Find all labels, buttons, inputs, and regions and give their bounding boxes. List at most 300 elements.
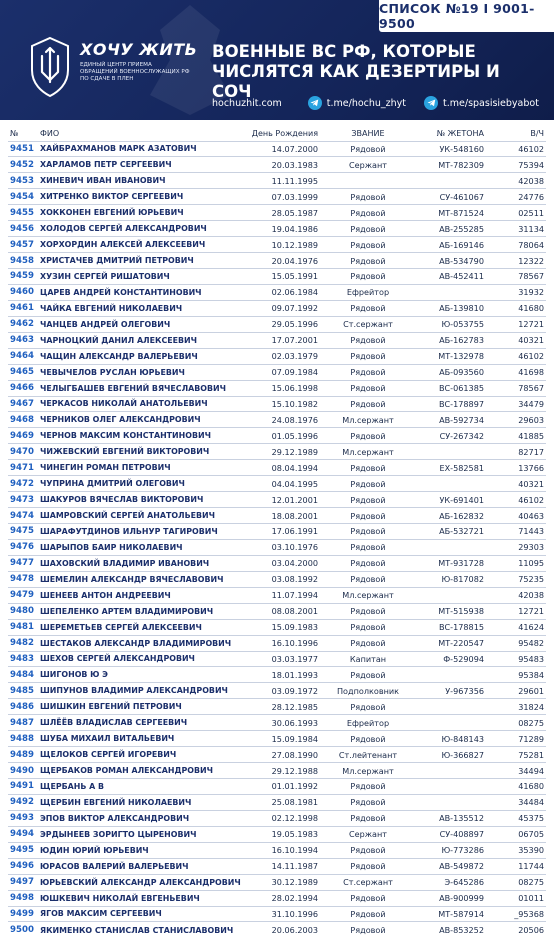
row-birthdate: 28.02.1994: [236, 890, 328, 906]
row-military-unit: 20506: [490, 922, 546, 938]
row-rank: Капитан: [328, 651, 408, 667]
row-birthdate: 24.08.1976: [236, 412, 328, 428]
row-number: 9475: [8, 524, 38, 540]
row-rank: Рядовой: [328, 922, 408, 938]
row-number: 9478: [8, 571, 38, 587]
row-birthdate: 15.10.1982: [236, 396, 328, 412]
row-rank: Ст.сержант: [328, 316, 408, 332]
page-header: [0, 0, 554, 120]
row-full-name: ЦАРЕВ АНДРЕЙ КОНСТАНТИНОВИЧ: [38, 284, 236, 300]
column-header-rank: ЗВАНИЕ: [351, 128, 385, 138]
row-number: 9498: [8, 890, 38, 906]
row-full-name: ШЕХОВ СЕРГЕЙ АЛЕКСАНДРОВИЧ: [38, 651, 236, 667]
row-rank: Рядовой: [328, 364, 408, 380]
row-token: УК-691401: [408, 492, 490, 508]
row-rank: Рядовой: [328, 731, 408, 747]
row-full-name: ЭРДЫНЕЕВ ЗОРИГТО ЦЫРЕНОВИЧ: [38, 826, 236, 842]
table-row: [8, 492, 546, 508]
row-rank: Рядовой: [328, 300, 408, 316]
row-rank: Рядовой: [328, 699, 408, 715]
row-rank: Рядовой: [328, 524, 408, 540]
table-row: [8, 810, 546, 826]
row-rank: Рядовой: [328, 332, 408, 348]
row-token: [408, 715, 490, 731]
table-row: [8, 794, 546, 810]
row-token: УК-548160: [408, 141, 490, 157]
row-number: 9488: [8, 731, 38, 747]
table-row: [8, 157, 546, 173]
row-military-unit: 34479: [490, 396, 546, 412]
logo-subtitle: ЕДИНЫЙ ЦЕНТР ПРИЕМА ОБРАЩЕНИЙ ВОЕННОСЛУЖАЩИХ РФ ПО СДАЧЕ В ПЛЕН: [80, 62, 190, 82]
row-number: 9499: [8, 906, 38, 922]
row-full-name: ШИПУНОВ ВЛАДИМИР АЛЕКСАНДРОВИЧ: [38, 683, 236, 699]
row-birthdate: 28.12.1985: [236, 699, 328, 715]
row-full-name: ХОРХОРДИН АЛЕКСЕЙ АЛЕКСЕЕВИЧ: [38, 237, 236, 253]
row-full-name: ХАРЛАМОВ ПЕТР СЕРГЕЕВИЧ: [38, 157, 236, 173]
row-birthdate: 30.06.1993: [236, 715, 328, 731]
row-number: 9468: [8, 412, 38, 428]
row-military-unit: 46102: [490, 492, 546, 508]
row-full-name: ШЕМЕЛИН АЛЕКСАНДР ВЯЧЕСЛАВОВИЧ: [38, 571, 236, 587]
row-birthdate: 29.12.1989: [236, 444, 328, 460]
row-number: 9459: [8, 269, 38, 285]
row-full-name: ЧЕВЫЧЕЛОВ РУСЛАН ЮРЬЕВИЧ: [38, 364, 236, 380]
row-military-unit: 78567: [490, 380, 546, 396]
table-row: [8, 587, 546, 603]
table-row: [8, 874, 546, 890]
row-military-unit: 13766: [490, 460, 546, 476]
row-token: АБ-162783: [408, 332, 490, 348]
headline-line-1: ВОЕННЫЕ ВС РФ, КОТОРЫЕ: [212, 42, 476, 61]
row-rank: Рядовой: [328, 539, 408, 555]
row-token: [408, 667, 490, 683]
row-rank: Рядовой: [328, 492, 408, 508]
row-birthdate: 08.08.2001: [236, 603, 328, 619]
row-military-unit: 42038: [490, 587, 546, 603]
row-number: 9492: [8, 794, 38, 810]
telegram-icon: [424, 96, 438, 110]
row-rank: Рядовой: [328, 221, 408, 237]
list-number-tag: СПИСОК №19 І 9001-9500: [379, 0, 554, 32]
row-birthdate: 10.12.1989: [236, 237, 328, 253]
row-token: Ю-366827: [408, 747, 490, 763]
row-military-unit: 35390: [490, 842, 546, 858]
row-token: АБ-139810: [408, 300, 490, 316]
row-military-unit: 75394: [490, 157, 546, 173]
row-token: МТ-220547: [408, 635, 490, 651]
row-rank: Ст.сержант: [328, 874, 408, 890]
telegram-link-2-label: t.me/spasisiebyabot: [443, 97, 539, 109]
table-row: [8, 284, 546, 300]
table-row: [8, 221, 546, 237]
row-full-name: ЧЕРКАСОВ НИКОЛАЙ АНАТОЛЬЕВИЧ: [38, 396, 236, 412]
row-rank: Рядовой: [328, 189, 408, 205]
row-full-name: ЩЕРБИН ЕВГЕНИЙ НИКОЛАЕВИЧ: [38, 794, 236, 810]
row-full-name: ЧЕЛЫГБАШЕВ ЕВГЕНИЙ ВЯЧЕСЛАВОВИЧ: [38, 380, 236, 396]
row-rank: Рядовой: [328, 619, 408, 635]
row-military-unit: 46102: [490, 141, 546, 157]
row-military-unit: 41624: [490, 619, 546, 635]
row-birthdate: 03.04.2000: [236, 555, 328, 571]
row-token: ЕХ-582581: [408, 460, 490, 476]
row-military-unit: 12721: [490, 603, 546, 619]
row-number: 9493: [8, 810, 38, 826]
row-rank: Рядовой: [328, 205, 408, 221]
row-number: 9491: [8, 779, 38, 795]
row-military-unit: 75235: [490, 571, 546, 587]
table-row: [8, 428, 546, 444]
row-full-name: ШЕСТАКОВ АЛЕКСАНДР ВЛАДИМИРОВИЧ: [38, 635, 236, 651]
row-token: Ф-529094: [408, 651, 490, 667]
row-rank: Рядовой: [328, 141, 408, 157]
row-birthdate: 20.03.1983: [236, 157, 328, 173]
row-full-name: ШЛЁЁВ ВЛАДИСЛАВ СЕРГЕЕВИЧ: [38, 715, 236, 731]
row-full-name: ЧЕРНИКОВ ОЛЕГ АЛЕКСАНДРОВИЧ: [38, 412, 236, 428]
row-military-unit: 11744: [490, 858, 546, 874]
column-header-name: ФИО: [40, 128, 60, 138]
row-military-unit: 01011: [490, 890, 546, 906]
row-rank: Рядовой: [328, 476, 408, 492]
row-number: 9495: [8, 842, 38, 858]
row-rank: Рядовой: [328, 667, 408, 683]
row-birthdate: 15.09.1983: [236, 619, 328, 635]
row-birthdate: 20.06.2003: [236, 922, 328, 938]
telegram-link-1[interactable]: [308, 96, 406, 110]
table-row: [8, 826, 546, 842]
row-rank: Рядовой: [328, 779, 408, 795]
row-rank: Рядовой: [328, 555, 408, 571]
row-birthdate: 01.01.1992: [236, 779, 328, 795]
page-headline: [212, 42, 532, 102]
row-rank: [328, 173, 408, 189]
table-row: [8, 396, 546, 412]
row-full-name: ЧАЩИН АЛЕКСАНДР ВАЛЕРЬЕВИЧ: [38, 348, 236, 364]
table-row: [8, 603, 546, 619]
row-rank: Рядовой: [328, 794, 408, 810]
row-full-name: ЧАРНОЦКИЙ ДАНИЛ АЛЕКСЕЕВИЧ: [38, 332, 236, 348]
column-header-unit: В/Ч: [530, 128, 544, 138]
row-rank: Мл.сержант: [328, 412, 408, 428]
row-full-name: ЩЕЛОКОВ СЕРГЕЙ ИГОРЕВИЧ: [38, 747, 236, 763]
row-token: [408, 794, 490, 810]
row-token: Ю-773286: [408, 842, 490, 858]
row-number: 9473: [8, 492, 38, 508]
table-row: [8, 332, 546, 348]
row-rank: Рядовой: [328, 635, 408, 651]
row-token: СУ-267342: [408, 428, 490, 444]
row-number: 9474: [8, 508, 38, 524]
row-birthdate: 14.11.1987: [236, 858, 328, 874]
row-rank: Ст.лейтенант: [328, 747, 408, 763]
row-token: [408, 539, 490, 555]
table-row: [8, 667, 546, 683]
row-number: 9476: [8, 539, 38, 555]
row-birthdate: 07.09.1984: [236, 364, 328, 380]
table-row: [8, 412, 546, 428]
row-birthdate: 07.03.1999: [236, 189, 328, 205]
table-row: [8, 731, 546, 747]
row-token: СУ-408897: [408, 826, 490, 842]
row-number: 9452: [8, 157, 38, 173]
row-military-unit: 29303: [490, 539, 546, 555]
row-token: [408, 173, 490, 189]
row-number: 9481: [8, 619, 38, 635]
row-military-unit: 02511: [490, 205, 546, 221]
row-full-name: ШИШКИН ЕВГЕНИЙ ПЕТРОВИЧ: [38, 699, 236, 715]
row-military-unit: 40321: [490, 476, 546, 492]
row-birthdate: 09.07.1992: [236, 300, 328, 316]
row-full-name: ЩЕРБАКОВ РОМАН АЛЕКСАНДРОВИЧ: [38, 763, 236, 779]
row-full-name: ЭПОВ ВИКТОР АЛЕКСАНДРОВИЧ: [38, 810, 236, 826]
row-full-name: ЩЕРБАНЬ А В: [38, 779, 236, 795]
row-rank: Рядовой: [328, 428, 408, 444]
row-full-name: ХОЛОДОВ СЕРГЕЙ АЛЕКСАНДРОВИЧ: [38, 221, 236, 237]
table-row: [8, 300, 546, 316]
row-number: 9462: [8, 316, 38, 332]
row-birthdate: 11.07.1994: [236, 587, 328, 603]
row-token: МТ-515938: [408, 603, 490, 619]
contact-links: [212, 96, 557, 110]
row-military-unit: 46102: [490, 348, 546, 364]
row-rank: Рядовой: [328, 890, 408, 906]
row-military-unit: 95483: [490, 651, 546, 667]
row-military-unit: 29601: [490, 683, 546, 699]
row-birthdate: 19.05.1983: [236, 826, 328, 842]
row-birthdate: 14.07.2000: [236, 141, 328, 157]
row-military-unit: 82717: [490, 444, 546, 460]
row-number: 9487: [8, 715, 38, 731]
row-rank: Рядовой: [328, 603, 408, 619]
row-full-name: ШАРАФУТДИНОВ ИЛЬНУР ТАГИРОВИЧ: [38, 524, 236, 540]
row-rank: Мл.сержант: [328, 587, 408, 603]
row-birthdate: 03.10.1976: [236, 539, 328, 555]
row-birthdate: 28.05.1987: [236, 205, 328, 221]
row-military-unit: 31932: [490, 284, 546, 300]
row-token: АБ-093560: [408, 364, 490, 380]
deserters-table: [8, 126, 546, 938]
row-rank: Рядовой: [328, 460, 408, 476]
table-row: [8, 763, 546, 779]
row-number: 9463: [8, 332, 38, 348]
row-birthdate: 02.06.1984: [236, 284, 328, 300]
table-row: [8, 651, 546, 667]
row-token: [408, 476, 490, 492]
table-row: [8, 524, 546, 540]
row-birthdate: 03.03.1977: [236, 651, 328, 667]
row-military-unit: 08275: [490, 715, 546, 731]
row-birthdate: 08.04.1994: [236, 460, 328, 476]
table-row: [8, 699, 546, 715]
row-number: 9458: [8, 253, 38, 269]
row-number: 9461: [8, 300, 38, 316]
row-number: 9483: [8, 651, 38, 667]
row-rank: Рядовой: [328, 858, 408, 874]
row-birthdate: 16.10.1994: [236, 842, 328, 858]
website-link[interactable]: hochuzhit.com: [212, 97, 282, 109]
row-birthdate: 15.05.1991: [236, 269, 328, 285]
table-row: [8, 555, 546, 571]
row-birthdate: 15.06.1998: [236, 380, 328, 396]
row-token: МТ-871524: [408, 205, 490, 221]
row-full-name: ЧЕРНОВ МАКСИМ КОНСТАНТИНОВИЧ: [38, 428, 236, 444]
row-birthdate: 04.04.1995: [236, 476, 328, 492]
row-full-name: ХАЙБРАХМАНОВ МАРК АЗАТОВИЧ: [38, 141, 236, 157]
row-full-name: ШАХОВСКИЙ ВЛАДИМИР ИВАНОВИЧ: [38, 555, 236, 571]
row-rank: Ефрейтор: [328, 284, 408, 300]
table-row: [8, 571, 546, 587]
row-birthdate: 11.11.1995: [236, 173, 328, 189]
row-token: АБ-532721: [408, 524, 490, 540]
table-row: [8, 779, 546, 795]
row-full-name: ШАРЫПОВ БАИР НИКОЛАЕВИЧ: [38, 539, 236, 555]
row-full-name: ШАКУРОВ ВЯЧЕСЛАВ ВИКТОРОВИЧ: [38, 492, 236, 508]
row-rank: Рядовой: [328, 380, 408, 396]
row-military-unit: 45375: [490, 810, 546, 826]
row-token: АБ-169146: [408, 237, 490, 253]
row-number: 9460: [8, 284, 38, 300]
row-military-unit: 75281: [490, 747, 546, 763]
row-military-unit: 78064: [490, 237, 546, 253]
table-row: [8, 619, 546, 635]
row-full-name: ЮШКЕВИЧ НИКОЛАЙ ЕВГЕНЬЕВИЧ: [38, 890, 236, 906]
row-token: Ю-053755: [408, 316, 490, 332]
table-row: [8, 922, 546, 938]
row-number: 9494: [8, 826, 38, 842]
row-number: 9451: [8, 141, 38, 157]
row-birthdate: 19.04.1986: [236, 221, 328, 237]
row-number: 9457: [8, 237, 38, 253]
table-row: [8, 444, 546, 460]
row-number: 9470: [8, 444, 38, 460]
row-full-name: ЧАНЦЕВ АНДРЕЙ ОЛЕГОВИЧ: [38, 316, 236, 332]
table-row: [8, 237, 546, 253]
row-rank: Сержант: [328, 826, 408, 842]
logo-title: ХОЧУ ЖИТЬ: [80, 40, 198, 59]
row-token: АВ-135512: [408, 810, 490, 826]
row-token: [408, 699, 490, 715]
table-row: [8, 460, 546, 476]
row-rank: Рядовой: [328, 348, 408, 364]
row-military-unit: 29603: [490, 412, 546, 428]
row-number: 9465: [8, 364, 38, 380]
row-birthdate: 29.05.1996: [236, 316, 328, 332]
row-military-unit: _95368: [490, 906, 546, 922]
row-birthdate: 30.12.1989: [236, 874, 328, 890]
row-full-name: ЮРЬЕВСКИЙ АЛЕКСАНДР АЛЕКСАНДРОВИЧ: [38, 874, 236, 890]
row-military-unit: 08275: [490, 874, 546, 890]
row-rank: Ефрейтор: [328, 715, 408, 731]
telegram-link-1-label: t.me/hochu_zhyt: [326, 97, 407, 109]
row-birthdate: 12.01.2001: [236, 492, 328, 508]
table-row: [8, 348, 546, 364]
row-birthdate: 29.12.1988: [236, 763, 328, 779]
row-military-unit: 71289: [490, 731, 546, 747]
row-rank: Рядовой: [328, 269, 408, 285]
row-number: 9479: [8, 587, 38, 603]
row-rank: Рядовой: [328, 571, 408, 587]
row-number: 9455: [8, 205, 38, 221]
row-number: 9497: [8, 874, 38, 890]
row-number: 9469: [8, 428, 38, 444]
row-birthdate: 02.12.1998: [236, 810, 328, 826]
row-full-name: ХРИСТАЧЕВ ДМИТРИЙ ПЕТРОВИЧ: [38, 253, 236, 269]
column-header-number: №: [10, 128, 19, 138]
column-header-token: № ЖЕТОНА: [436, 128, 484, 138]
row-number: 9467: [8, 396, 38, 412]
row-birthdate: 02.03.1979: [236, 348, 328, 364]
row-token: АВ-549872: [408, 858, 490, 874]
row-military-unit: 40321: [490, 332, 546, 348]
row-birthdate: 01.05.1996: [236, 428, 328, 444]
row-military-unit: 11095: [490, 555, 546, 571]
row-military-unit: 41680: [490, 300, 546, 316]
trident-emblem-icon: [24, 36, 76, 98]
row-full-name: ШЕНЕЕВ АНТОН АНДРЕЕВИЧ: [38, 587, 236, 603]
row-full-name: ЯКИМЕНКО СТАНИСЛАВ СТАНИСЛАВОВИЧ: [38, 922, 236, 938]
row-number: 9480: [8, 603, 38, 619]
row-number: 9456: [8, 221, 38, 237]
row-token: АВ-534790: [408, 253, 490, 269]
row-military-unit: 34494: [490, 763, 546, 779]
row-token: У-967356: [408, 683, 490, 699]
row-rank: Сержант: [328, 157, 408, 173]
row-token: [408, 444, 490, 460]
row-birthdate: 18.01.1993: [236, 667, 328, 683]
row-token: [408, 587, 490, 603]
row-full-name: ШЕПЕЛЕНКО АРТЕМ ВЛАДИМИРОВИЧ: [38, 603, 236, 619]
row-number: 9472: [8, 476, 38, 492]
row-number: 9466: [8, 380, 38, 396]
column-header-birthdate: День Рождения: [251, 128, 318, 138]
row-birthdate: 20.04.1976: [236, 253, 328, 269]
row-token: [408, 284, 490, 300]
row-rank: Мл.сержант: [328, 444, 408, 460]
row-birthdate: 03.09.1972: [236, 683, 328, 699]
row-military-unit: 12721: [490, 316, 546, 332]
row-token: [408, 763, 490, 779]
row-rank: Рядовой: [328, 842, 408, 858]
row-rank: Подполковник: [328, 683, 408, 699]
row-military-unit: 41885: [490, 428, 546, 444]
table-row: [8, 141, 546, 157]
row-rank: Рядовой: [328, 906, 408, 922]
row-full-name: ШЕРЕМЕТЬЕВ СЕРГЕЙ АЛЕКСЕЕВИЧ: [38, 619, 236, 635]
row-military-unit: 12322: [490, 253, 546, 269]
row-token: АВ-900999: [408, 890, 490, 906]
table-row: [8, 173, 546, 189]
row-military-unit: 31824: [490, 699, 546, 715]
row-military-unit: 41698: [490, 364, 546, 380]
row-military-unit: 78567: [490, 269, 546, 285]
row-full-name: ЮДИН ЮРИЙ ЮРЬЕВИЧ: [38, 842, 236, 858]
row-token: МТ-782309: [408, 157, 490, 173]
table-row: [8, 205, 546, 221]
row-birthdate: 03.08.1992: [236, 571, 328, 587]
row-military-unit: 42038: [490, 173, 546, 189]
row-number: 9484: [8, 667, 38, 683]
table-row: [8, 890, 546, 906]
table-row: [8, 635, 546, 651]
telegram-link-2[interactable]: [424, 96, 539, 110]
row-rank: Рядовой: [328, 253, 408, 269]
row-number: 9453: [8, 173, 38, 189]
row-rank: Рядовой: [328, 396, 408, 412]
row-number: 9500: [8, 922, 38, 938]
row-token: МТ-587914: [408, 906, 490, 922]
row-token: АВ-853252: [408, 922, 490, 938]
row-military-unit: 06705: [490, 826, 546, 842]
row-rank: Рядовой: [328, 508, 408, 524]
